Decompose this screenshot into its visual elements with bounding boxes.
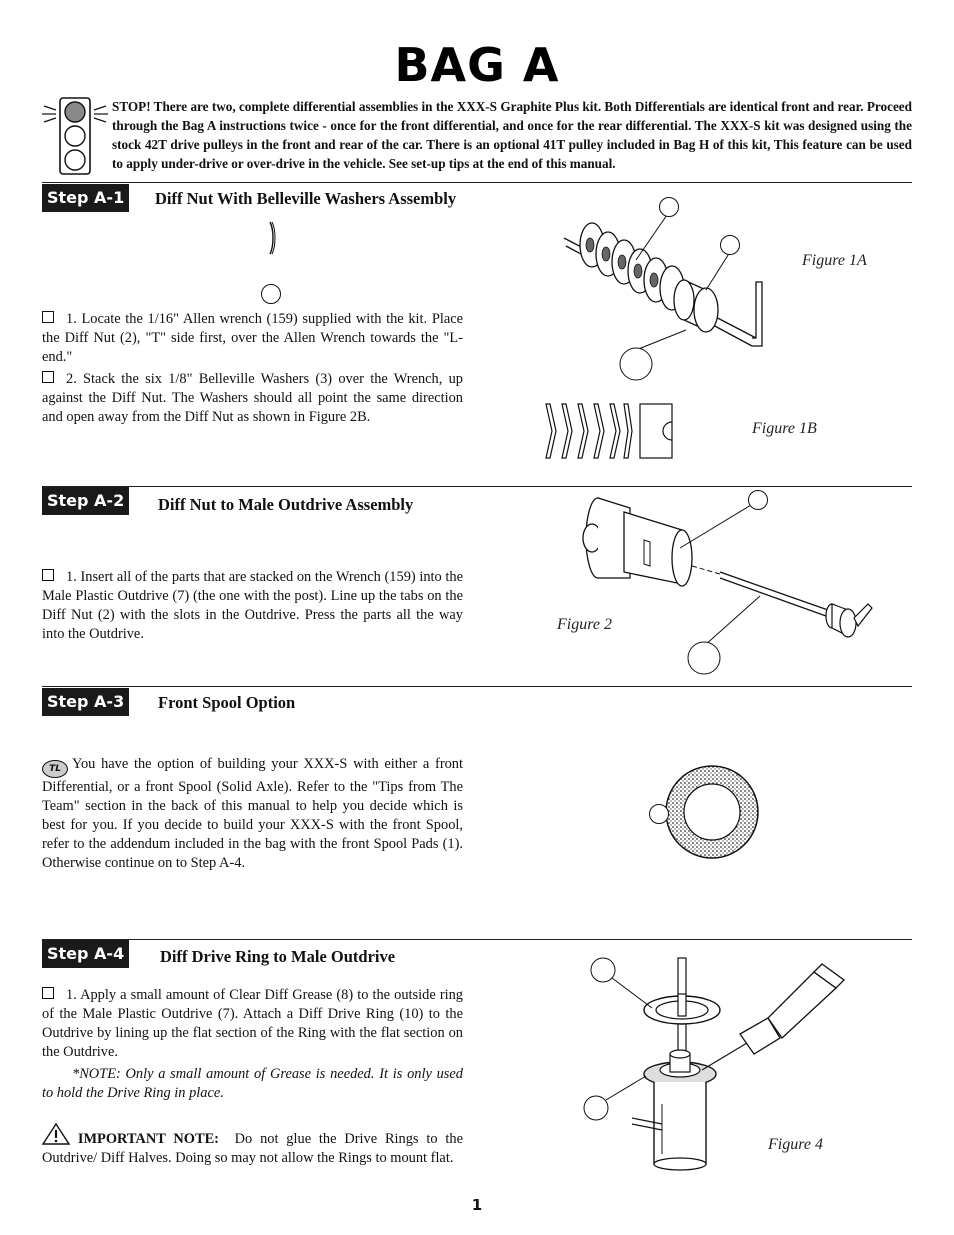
section-divider: [42, 939, 912, 940]
checkbox[interactable]: [42, 371, 54, 383]
checkbox[interactable]: [42, 987, 54, 999]
step-a2-instructions: [42, 568, 463, 644]
step-a1-item2: 2. Stack the six 1/8" Belleville Washers (3) over the Wrench, up against the Diff Nut. The Washers should all point the same direction and open away from the Diff Nut as shown in Figure 2B.: [42, 371, 463, 425]
figure-4-label: Figure 4: [768, 1136, 823, 1153]
section-divider: [42, 686, 912, 687]
step-a3-tip: [42, 755, 463, 873]
washer-orientation-illustration: [542, 400, 682, 462]
belleville-washer-side-icon: [262, 220, 282, 256]
diff-nut-washer-stack-illustration: [556, 190, 806, 390]
step-a4-instructions: [42, 986, 463, 1168]
step-a4-badge: Step A-4: [42, 940, 129, 968]
step-a4-title: Diff Drive Ring to Male Outdrive: [160, 947, 396, 966]
step-a1-badge: Step A-1: [42, 184, 129, 212]
checkbox[interactable]: [42, 311, 54, 323]
spool-pad-illustration: [640, 762, 760, 862]
stop-notice: STOP! There are two, complete differential assemblies in the XXX-S Graphite Plus kit. Both Differentials are identical front and rear. Proceed through the Bag A instructions twice - once for the front differential, and once for the rear differential. The XXX-S kit was designed using the stock 42T drive pulleys in the front and rear of the car. There is an optional 41T pulley included in Bag H of this kit, This feature can be used to apply under-drive or over-drive in the vehicle. See set-up tips at the end of this manual.: [112, 99, 912, 171]
step-a4-item1: 1. Apply a small amount of Clear Diff Grease (8) to the outside ring of the Male Plastic Outdrive (7). Attach a Diff Drive Ring (10) to the Outdrive by lining up the flat section of the Ring with the flat section on the Outdrive.: [42, 987, 463, 1060]
step-a2-item1: 1. Insert all of the parts that are stacked on the Wrench (159) into the Male Plastic Outdrive (7) (the one with the post). Line up the tabs on the Diff Nut (2) with the slots in the Outdrive. Press the parts all the way into the Outdrive.: [42, 569, 463, 642]
figure-1a-label: Figure 1A: [802, 252, 867, 269]
warning-icon: [42, 1123, 70, 1145]
page-number: 1: [471, 1196, 483, 1214]
step-a4-note: *NOTE: Only a small amount of Grease is needed. It is only used to hold the Drive Ring in place.: [42, 1066, 463, 1101]
step-a1-instructions: [42, 310, 463, 427]
step-a3-text: You have the option of building your XXX-S with either a front Differential, or a front Spool (Solid Axle). Refer to the "Tips from The Team" section in the back of this manual to help you decide which is best for you. If you decide to build your XXX-S with the front Spool, refer to the addendum included in the bag with the front Spool Pads (1). Otherwise continue on to Step A-4.: [42, 756, 463, 871]
page-title: BAG A: [394, 38, 560, 92]
callout-circle: [260, 283, 282, 305]
step-a1-item1: 1. Locate the 1/16" Allen wrench (159) supplied with the kit. Place the Diff Nut (2), "T" side first, over the Allen Wrench towards the "L-end.": [42, 311, 463, 365]
team-tip-icon: TL: [42, 760, 68, 778]
figure-2-label: Figure 2: [557, 616, 612, 633]
section-divider: [42, 182, 912, 183]
important-note-text: Do not glue the Drive Rings to the Outdrive/ Diff Halves. Doing so may not allow the Rings to mount flat.: [42, 1131, 463, 1166]
checkbox[interactable]: [42, 569, 54, 581]
outdrive-assembly-illustration: [570, 486, 880, 676]
figure-1b-label: Figure 1B: [752, 420, 817, 437]
important-note-label: IMPORTANT NOTE:: [77, 1131, 219, 1147]
stoplight-icon: [40, 96, 110, 178]
step-a2-title: Diff Nut to Male Outdrive Assembly: [158, 495, 414, 514]
step-a2-badge: Step A-2: [42, 487, 129, 515]
step-a3-title: Front Spool Option: [158, 693, 296, 712]
step-a3-badge: Step A-3: [42, 688, 129, 716]
step-a1-title: Diff Nut With Belleville Washers Assembly: [155, 189, 457, 208]
